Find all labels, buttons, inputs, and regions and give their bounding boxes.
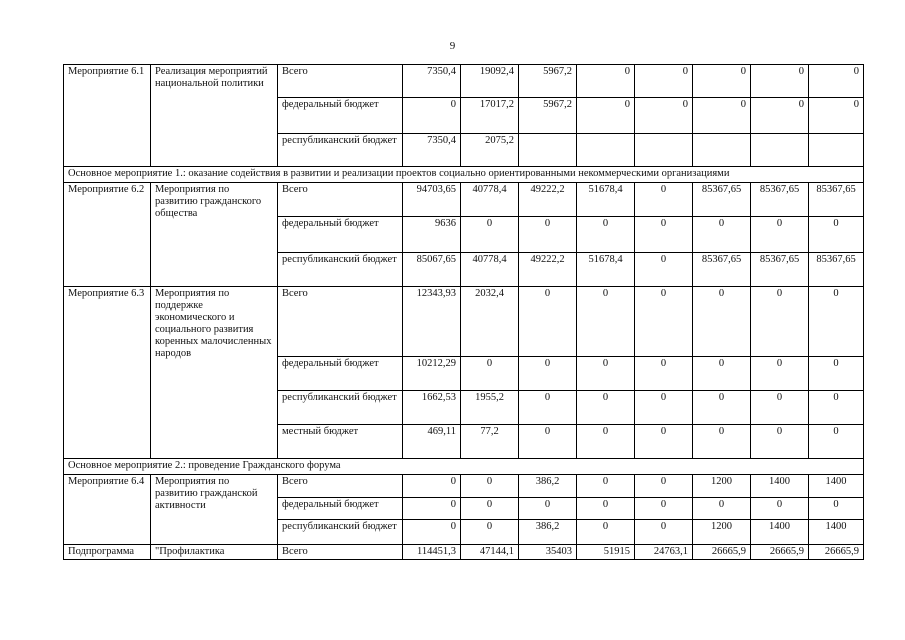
funding-source: республиканский бюджет xyxy=(278,520,403,545)
measure-code: Мероприятие 6.1 xyxy=(64,65,151,167)
value-cell: 40778,4 xyxy=(461,253,519,287)
table-row xyxy=(64,475,864,498)
value-cell: 0 xyxy=(809,287,864,357)
funding-source: Всего xyxy=(278,545,403,560)
value-cell: 0 xyxy=(809,498,864,520)
value-cell: 19092,4 xyxy=(461,65,519,98)
value-cell: 469,11 xyxy=(403,425,461,459)
value-cell: 0 xyxy=(635,475,693,498)
value-cell: 0 xyxy=(519,425,577,459)
value-cell xyxy=(809,134,864,167)
table-row xyxy=(64,65,864,98)
value-cell: 0 xyxy=(751,98,809,134)
value-cell: 77,2 xyxy=(461,425,519,459)
value-cell: 0 xyxy=(809,357,864,391)
value-cell: 10212,29 xyxy=(403,357,461,391)
funding-source: федеральный бюджет xyxy=(278,498,403,520)
value-cell: 26665,9 xyxy=(809,545,864,560)
value-cell xyxy=(635,134,693,167)
value-cell: 2032,4 xyxy=(461,287,519,357)
value-cell: 0 xyxy=(577,425,635,459)
value-cell: 40778,4 xyxy=(461,183,519,217)
value-cell: 0 xyxy=(809,391,864,425)
value-cell: 0 xyxy=(809,98,864,134)
value-cell: 85367,65 xyxy=(693,253,751,287)
value-cell: 85367,65 xyxy=(693,183,751,217)
value-cell xyxy=(519,134,577,167)
value-cell: 85367,65 xyxy=(751,183,809,217)
value-cell xyxy=(751,134,809,167)
measure-name: Реализация мероприятий национальной политики xyxy=(151,65,278,167)
value-cell: 26665,9 xyxy=(693,545,751,560)
value-cell: 0 xyxy=(751,391,809,425)
value-cell: 0 xyxy=(693,65,751,98)
value-cell: 47144,1 xyxy=(461,545,519,560)
value-cell: 1400 xyxy=(751,475,809,498)
value-cell: 1662,53 xyxy=(403,391,461,425)
budget-table xyxy=(63,64,864,560)
value-cell: 0 xyxy=(519,498,577,520)
value-cell: 0 xyxy=(577,217,635,253)
value-cell: 85067,65 xyxy=(403,253,461,287)
measure-name: Мероприятия по развитию гражданской активности xyxy=(151,475,278,545)
value-cell: 49222,2 xyxy=(519,183,577,217)
value-cell: 49222,2 xyxy=(519,253,577,287)
value-cell: 0 xyxy=(751,217,809,253)
value-cell: 0 xyxy=(577,65,635,98)
value-cell: 17017,2 xyxy=(461,98,519,134)
value-cell: 1200 xyxy=(693,475,751,498)
value-cell: 85367,65 xyxy=(751,253,809,287)
section-row xyxy=(64,167,864,183)
section-title: Основное мероприятие 1.: оказание содействия в развитии и реализации проектов социально ориентированными некоммерческими организациями xyxy=(64,167,864,183)
value-cell: 0 xyxy=(635,357,693,391)
value-cell: 0 xyxy=(577,357,635,391)
table-row xyxy=(64,287,864,357)
value-cell: 0 xyxy=(693,357,751,391)
page-number: 9 xyxy=(449,40,456,52)
value-cell: 0 xyxy=(809,425,864,459)
value-cell: 0 xyxy=(635,65,693,98)
measure-code: Подпрограмма xyxy=(64,545,151,560)
value-cell: 5967,2 xyxy=(519,98,577,134)
value-cell: 0 xyxy=(635,391,693,425)
value-cell: 0 xyxy=(577,498,635,520)
funding-source: республиканский бюджет xyxy=(278,253,403,287)
value-cell: 0 xyxy=(809,217,864,253)
funding-source: республиканский бюджет xyxy=(278,391,403,425)
funding-source: федеральный бюджет xyxy=(278,98,403,134)
value-cell: 2075,2 xyxy=(461,134,519,167)
value-cell: 0 xyxy=(403,520,461,545)
section-row xyxy=(64,459,864,475)
value-cell: 0 xyxy=(693,287,751,357)
value-cell: 0 xyxy=(751,425,809,459)
value-cell: 0 xyxy=(461,475,519,498)
value-cell: 94703,65 xyxy=(403,183,461,217)
measure-code: Мероприятие 6.2 xyxy=(64,183,151,287)
funding-source: Всего xyxy=(278,183,403,217)
value-cell: 51678,4 xyxy=(577,183,635,217)
value-cell: 0 xyxy=(635,425,693,459)
value-cell: 1200 xyxy=(693,520,751,545)
value-cell: 0 xyxy=(635,287,693,357)
value-cell: 12343,93 xyxy=(403,287,461,357)
value-cell: 0 xyxy=(461,357,519,391)
value-cell: 0 xyxy=(635,253,693,287)
value-cell: 1400 xyxy=(809,475,864,498)
value-cell: 26665,9 xyxy=(751,545,809,560)
value-cell: 9636 xyxy=(403,217,461,253)
measure-name: "Профилактика xyxy=(151,545,278,560)
value-cell xyxy=(577,134,635,167)
value-cell: 0 xyxy=(519,391,577,425)
value-cell: 0 xyxy=(577,287,635,357)
value-cell: 0 xyxy=(577,98,635,134)
value-cell: 0 xyxy=(403,475,461,498)
value-cell: 0 xyxy=(403,98,461,134)
funding-source: Всего xyxy=(278,475,403,498)
value-cell: 0 xyxy=(519,357,577,391)
value-cell: 386,2 xyxy=(519,475,577,498)
value-cell: 0 xyxy=(693,217,751,253)
value-cell: 0 xyxy=(751,287,809,357)
value-cell: 0 xyxy=(751,65,809,98)
value-cell: 1400 xyxy=(751,520,809,545)
value-cell: 1400 xyxy=(809,520,864,545)
value-cell: 0 xyxy=(577,520,635,545)
value-cell: 0 xyxy=(403,498,461,520)
measure-code: Мероприятие 6.4 xyxy=(64,475,151,545)
value-cell: 7350,4 xyxy=(403,65,461,98)
value-cell: 0 xyxy=(519,217,577,253)
funding-source: Всего xyxy=(278,65,403,98)
value-cell: 85367,65 xyxy=(809,183,864,217)
value-cell: 51915 xyxy=(577,545,635,560)
table-row xyxy=(64,545,864,560)
funding-source: федеральный бюджет xyxy=(278,357,403,391)
value-cell: 0 xyxy=(693,391,751,425)
value-cell: 0 xyxy=(461,520,519,545)
value-cell: 0 xyxy=(693,98,751,134)
value-cell: 1955,2 xyxy=(461,391,519,425)
measure-name: Мероприятия по развитию гражданского общества xyxy=(151,183,278,287)
value-cell: 0 xyxy=(577,391,635,425)
funding-source: местный бюджет xyxy=(278,425,403,459)
funding-source: республиканский бюджет xyxy=(278,134,403,167)
value-cell: 0 xyxy=(635,183,693,217)
value-cell: 0 xyxy=(751,357,809,391)
value-cell: 0 xyxy=(461,498,519,520)
funding-source: федеральный бюджет xyxy=(278,217,403,253)
value-cell: 0 xyxy=(519,287,577,357)
section-title: Основное мероприятие 2.: проведение Гражданского форума xyxy=(64,459,864,475)
value-cell: 0 xyxy=(809,65,864,98)
value-cell: 0 xyxy=(635,217,693,253)
value-cell: 0 xyxy=(635,98,693,134)
value-cell: 0 xyxy=(751,498,809,520)
measure-name: Мероприятия по поддержке экономического и социального развития коренных малочисленных народов xyxy=(151,287,278,459)
value-cell: 0 xyxy=(461,217,519,253)
value-cell: 0 xyxy=(577,475,635,498)
value-cell: 0 xyxy=(635,498,693,520)
value-cell xyxy=(693,134,751,167)
value-cell: 114451,3 xyxy=(403,545,461,560)
value-cell: 0 xyxy=(693,498,751,520)
value-cell: 0 xyxy=(635,520,693,545)
value-cell: 386,2 xyxy=(519,520,577,545)
value-cell: 85367,65 xyxy=(809,253,864,287)
value-cell: 24763,1 xyxy=(635,545,693,560)
measure-code: Мероприятие 6.3 xyxy=(64,287,151,459)
value-cell: 51678,4 xyxy=(577,253,635,287)
value-cell: 7350,4 xyxy=(403,134,461,167)
table-row xyxy=(64,183,864,217)
value-cell: 0 xyxy=(693,425,751,459)
value-cell: 35403 xyxy=(519,545,577,560)
value-cell: 5967,2 xyxy=(519,65,577,98)
funding-source: Всего xyxy=(278,287,403,357)
